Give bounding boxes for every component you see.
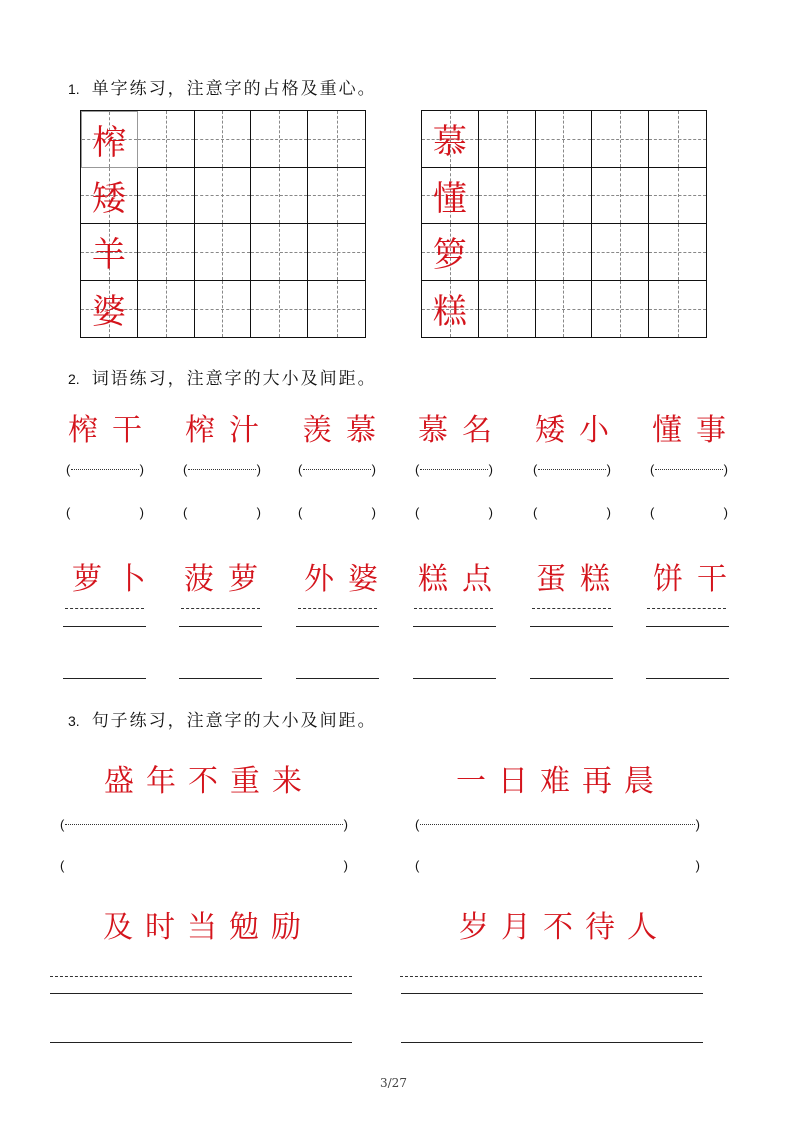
model-character: 慕 — [432, 122, 467, 163]
grid-cell[interactable] — [536, 224, 593, 281]
grid-cell[interactable] — [479, 111, 536, 168]
pinyin-dashed-line[interactable] — [532, 608, 611, 609]
grid-cell[interactable] — [195, 224, 252, 281]
pinyin-blank[interactable]: ( ) — [298, 462, 376, 477]
grid-cell[interactable] — [649, 168, 706, 225]
pinyin-blank[interactable]: ( ) — [533, 462, 611, 477]
grid-cell[interactable] — [308, 281, 365, 338]
model-character: 箩 — [432, 235, 467, 276]
word-1: 榨干 — [68, 413, 156, 448]
grid-cell[interactable] — [251, 168, 308, 225]
grid-cell — [81, 224, 138, 281]
grid-cell[interactable] — [592, 224, 649, 281]
sentence-2: 一日难再晨 — [456, 764, 666, 799]
word-12: 饼干 — [653, 562, 741, 597]
pinyin-dashed-line[interactable] — [647, 608, 726, 609]
writing-blank[interactable]: ( ) — [183, 505, 261, 520]
section-3-title: 句子练习，注意字的大小及间距。 — [91, 711, 377, 731]
grid-cell — [81, 168, 138, 225]
tianzige-grid-right — [421, 110, 707, 338]
grid-cell[interactable] — [138, 111, 195, 168]
grid-cell[interactable] — [479, 224, 536, 281]
word-6: 懂事 — [652, 413, 740, 448]
grid-cell[interactable] — [479, 281, 536, 338]
pinyin-dashed-line[interactable] — [414, 608, 493, 609]
grid-cell[interactable] — [649, 111, 706, 168]
sentence-3: 及时当勉励 — [103, 910, 313, 945]
grid-cell[interactable] — [536, 281, 593, 338]
word-5: 矮小 — [535, 413, 623, 448]
model-character: 榨 — [92, 122, 127, 163]
writing-line[interactable] — [296, 626, 379, 627]
word-4: 慕名 — [418, 413, 506, 448]
writing-line[interactable] — [401, 1042, 703, 1043]
writing-line[interactable] — [413, 678, 496, 679]
section-2-title: 词语练习，注意字的大小及间距。 — [91, 369, 377, 389]
grid-cell[interactable] — [536, 168, 593, 225]
grid-cell[interactable] — [308, 111, 365, 168]
section-1-heading — [68, 74, 377, 99]
model-character: 糕 — [432, 292, 467, 333]
writing-blank[interactable]: ( ) — [415, 505, 493, 520]
writing-line[interactable] — [179, 626, 262, 627]
grid-cell — [422, 224, 479, 281]
word-9: 外婆 — [304, 562, 392, 597]
tianzige-grid-left — [80, 110, 366, 338]
word-11: 蛋糕 — [536, 562, 624, 597]
section-2-heading — [68, 364, 377, 389]
pinyin-dashed-line[interactable] — [50, 976, 352, 977]
sentence-1: 盛年不重来 — [104, 764, 314, 799]
writing-line[interactable] — [63, 678, 146, 679]
grid-cell[interactable] — [251, 281, 308, 338]
model-character: 懂 — [432, 178, 467, 219]
pinyin-dashed-line[interactable] — [400, 976, 702, 977]
grid-cell[interactable] — [649, 224, 706, 281]
grid-cell[interactable] — [138, 281, 195, 338]
word-10: 糕点 — [418, 562, 506, 597]
model-character: 婆 — [91, 292, 126, 333]
pinyin-blank[interactable]: ( ) — [650, 462, 728, 477]
grid-cell[interactable] — [195, 111, 252, 168]
grid-cell[interactable] — [308, 168, 365, 225]
writing-line[interactable] — [50, 993, 352, 994]
grid-cell[interactable] — [479, 168, 536, 225]
writing-line[interactable] — [413, 626, 496, 627]
pinyin-dashed-line[interactable] — [298, 608, 377, 609]
grid-cell[interactable] — [649, 281, 706, 338]
section-1-title: 单字练习，注意字的占格及重心。 — [91, 79, 377, 99]
word-8: 菠萝 — [184, 562, 272, 597]
grid-cell[interactable] — [138, 168, 195, 225]
grid-cell — [422, 111, 479, 168]
writing-line[interactable] — [296, 678, 379, 679]
pinyin-dashed-line[interactable] — [181, 608, 260, 609]
writing-line[interactable] — [646, 626, 729, 627]
grid-cell[interactable] — [195, 281, 252, 338]
writing-blank[interactable]: ( ) — [60, 858, 348, 873]
grid-cell[interactable] — [536, 111, 593, 168]
grid-cell[interactable] — [251, 111, 308, 168]
word-7: 萝卜 — [72, 562, 160, 597]
writing-blank[interactable]: ( ) — [66, 505, 144, 520]
grid-cell — [422, 281, 479, 338]
writing-blank[interactable]: ( ) — [298, 505, 376, 520]
section-2-number: 2. — [68, 371, 80, 387]
writing-blank[interactable]: ( ) — [650, 505, 728, 520]
writing-blank[interactable]: ( ) — [415, 858, 700, 873]
writing-line[interactable] — [179, 678, 262, 679]
section-3-number: 3. — [68, 713, 80, 729]
pinyin-blank[interactable]: ( ) — [66, 462, 144, 477]
word-3: 羡慕 — [302, 413, 390, 448]
grid-cell[interactable] — [195, 168, 252, 225]
writing-line[interactable] — [530, 626, 613, 627]
grid-cell[interactable] — [138, 224, 195, 281]
writing-line[interactable] — [401, 993, 703, 994]
page-number: 3/27 — [380, 1076, 407, 1090]
pinyin-blank[interactable]: ( ) — [415, 817, 700, 832]
writing-blank[interactable]: ( ) — [533, 505, 611, 520]
writing-line[interactable] — [646, 678, 729, 679]
writing-line[interactable] — [50, 1042, 352, 1043]
grid-cell — [81, 111, 138, 168]
writing-line[interactable] — [530, 678, 613, 679]
section-3-heading — [68, 706, 377, 731]
writing-line[interactable] — [63, 626, 146, 627]
model-character: 羊 — [91, 235, 126, 276]
pinyin-blank[interactable]: ( ) — [60, 817, 348, 832]
grid-cell[interactable] — [592, 281, 649, 338]
grid-cell[interactable] — [308, 224, 365, 281]
grid-cell[interactable] — [251, 224, 308, 281]
grid-cell[interactable] — [592, 168, 649, 225]
pinyin-blank[interactable]: ( ) — [415, 462, 493, 477]
section-1-number: 1. — [68, 81, 80, 97]
word-2: 榨汁 — [185, 413, 273, 448]
pinyin-blank[interactable]: ( ) — [183, 462, 261, 477]
sentence-4: 岁月不待人 — [459, 910, 669, 945]
grid-cell — [422, 168, 479, 225]
grid-cell[interactable] — [592, 111, 649, 168]
grid-cell — [81, 281, 138, 338]
model-character: 矮 — [91, 178, 126, 219]
pinyin-dashed-line[interactable] — [65, 608, 144, 609]
